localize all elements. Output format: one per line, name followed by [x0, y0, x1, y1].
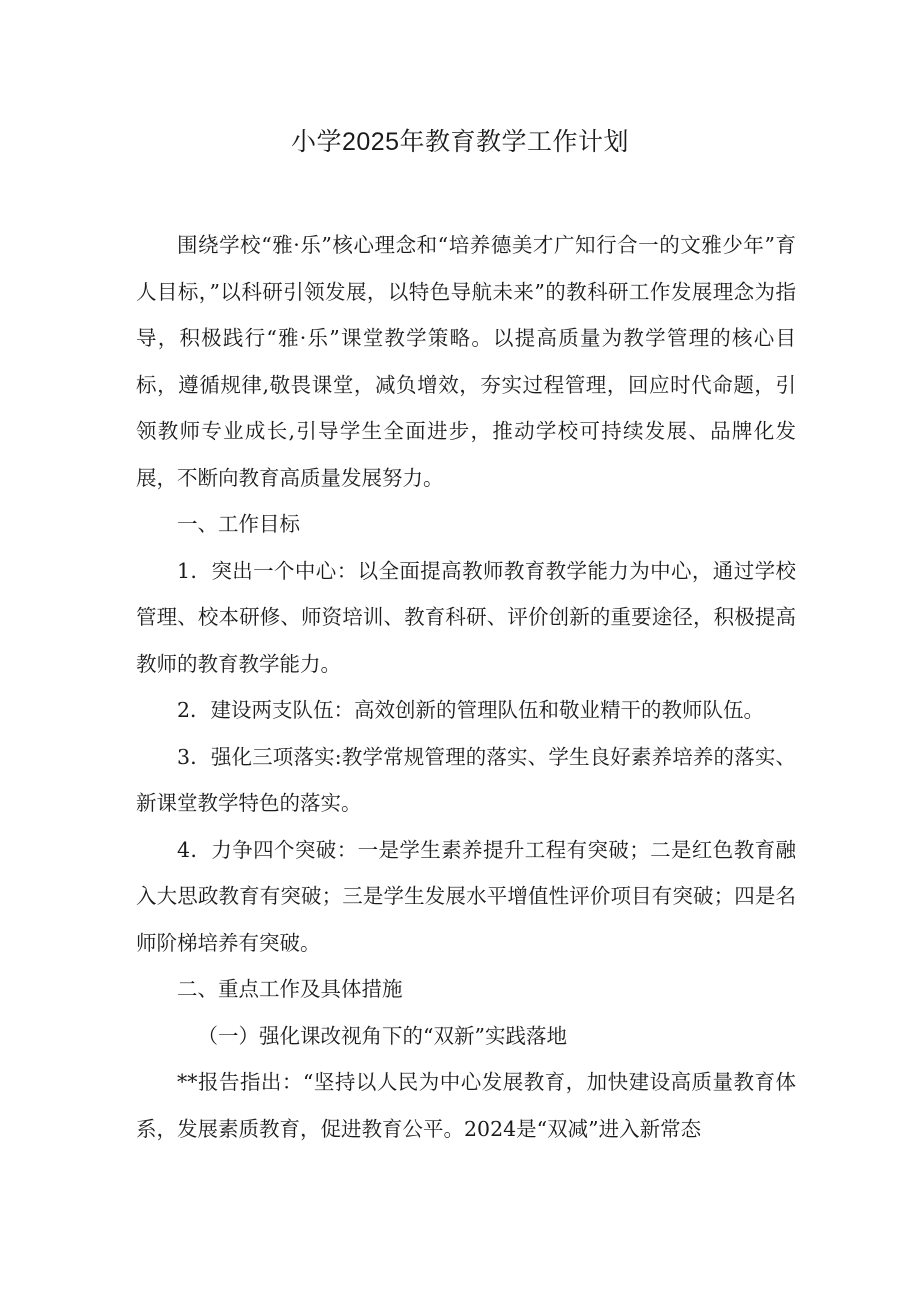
section-heading-work-goals: 一、工作目标 — [177, 512, 300, 536]
intro-paragraph: 围绕学校“雅·乐”核心理念和“培养德美才广知行合一的文雅少年”育人目标，”以科研引领发展，以特色导航未来”的教科研工作发展理念为指导，积极践行“雅·乐”课堂教学策略。以提高质量为教学管理的核心目标，遵循规律,敬畏课堂，减负增效，夯实过程管理，回应时代命题，引领教师专业成长,引导学生全面进步，推动学校可持续发展、品牌化发展，不断向教育高质量发展努力。 — [136, 233, 796, 490]
subsection-heading-1: （一）强化课改视角下的“双新”实践落地 — [197, 1023, 567, 1048]
goal-item-1: 1．突出一个中心：以全面提高教师教育教学能力为中心，通过学校管理、校本研修、师资培训、教育科研、评价创新的重要途径，积极提高教师的教育教学能力。 — [136, 558, 796, 676]
goal-item-2: 2．建设两支队伍：高效创新的管理队伍和敬业精干的教师队伍。 — [177, 698, 765, 722]
section-heading-key-work: 二、重点工作及具体措施 — [177, 977, 403, 1001]
document-body — [136, 222, 796, 1152]
report-paragraph: **报告指出：“坚持以人民为中心发展教育，加快建设高质量教育体系，发展素质教育，促进教育公平。2024是“双减”进入新常态 — [136, 1070, 796, 1141]
goal-item-4: 4．力争四个突破：一是学生素养提升工程有突破；二是红色教育融入大思政教育有突破；三是学生发展水平增值性评价项目有突破；四是名师阶梯培养有突破。 — [136, 837, 796, 955]
goal-item-3: 3．强化三项落实:教学常规管理的落实、学生良好素养培养的落实、新课堂教学特色的落实。 — [136, 744, 796, 815]
document-title: 小学2025年教育教学工作计划 — [290, 128, 630, 156]
